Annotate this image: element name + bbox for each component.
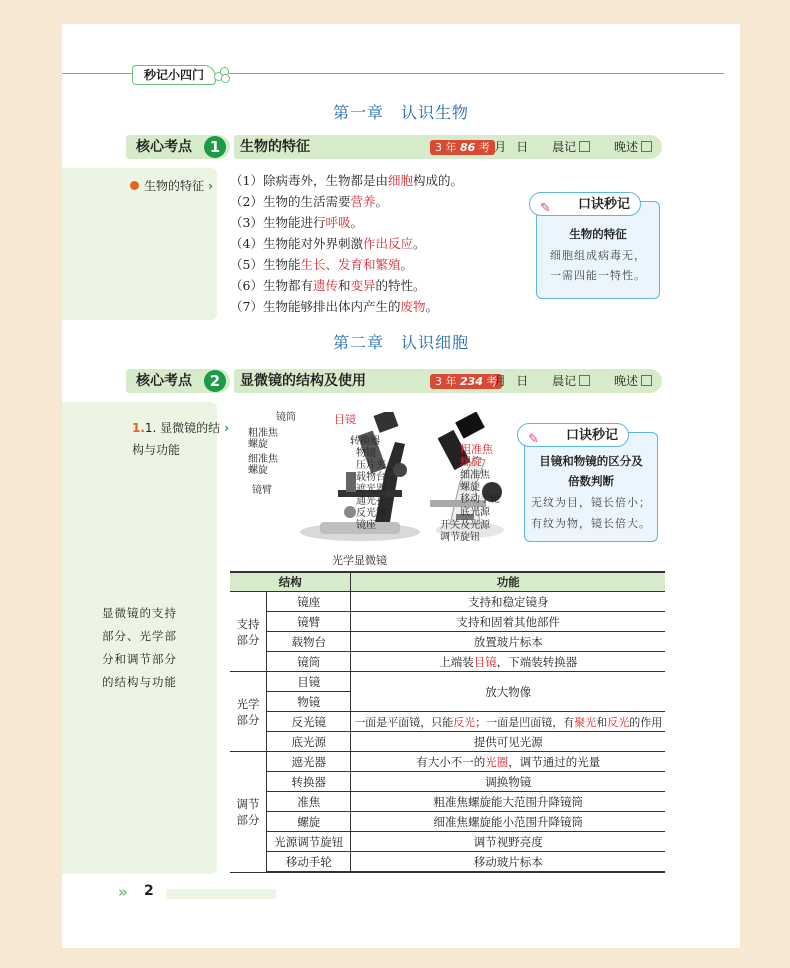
cell-structure: 光源调节旋钮 xyxy=(267,832,351,852)
cell-structure: 镜筒 xyxy=(267,652,351,672)
evening-check[interactable]: 晚述 xyxy=(604,140,652,154)
memo-box-2 xyxy=(524,428,658,542)
label-switch-2: 调节旋钮 xyxy=(440,532,480,543)
double-chevron-icon: » xyxy=(118,883,128,901)
label-stage-knob: 移动手轮 xyxy=(460,494,500,505)
key-point-bar-2 xyxy=(126,369,662,393)
table-row xyxy=(230,712,665,732)
page xyxy=(62,24,740,948)
table-row xyxy=(230,772,665,792)
memo-subtitle: 生物的特征 xyxy=(569,227,627,241)
group-optical: 光学 部分 xyxy=(230,672,267,752)
side-label-features: 生物的特征 › xyxy=(130,177,213,194)
header-dots-icon xyxy=(214,67,228,81)
chapter-title: 第二章 认识细胞 xyxy=(332,333,469,352)
label-eyepiece: 目镜 xyxy=(334,413,356,426)
label-coarse: 粗准焦 xyxy=(248,428,278,439)
key-point-bar-1 xyxy=(126,135,662,159)
exam-count-badge: 3 年 234 考 xyxy=(430,374,502,389)
evening-check[interactable]: 晚述 xyxy=(604,374,652,388)
memo-title: ✎ 口诀秒记 xyxy=(529,192,641,216)
cell-function: 调换物镜 xyxy=(351,772,665,792)
header-function: 功能 xyxy=(351,572,665,592)
label-base: 镜座 xyxy=(356,520,376,531)
list-item: （6）生物都有遗传和变异的特性。 xyxy=(230,278,426,293)
memo-subtitle: 倍数判断 xyxy=(568,474,614,488)
cell-structure: 镜臂 xyxy=(267,612,351,632)
label-fine-right-2: 螺旋 xyxy=(460,482,480,493)
pencil-icon: ✎ xyxy=(528,432,539,447)
cell-function: 细准焦螺旋能小范围升降镜筒 xyxy=(351,812,665,832)
structure-table xyxy=(230,571,665,873)
cell-structure: 镜座 xyxy=(267,592,351,612)
label-arm: 镜臂 xyxy=(252,485,272,496)
cell-structure: 遮光器 xyxy=(267,752,351,772)
cell-structure: 移动手轮 xyxy=(267,852,351,873)
table-row xyxy=(230,812,665,832)
chapter-title: 第一章 认识生物 xyxy=(332,103,469,122)
memo-subtitle: 目镜和物镜的区分及 xyxy=(539,454,643,468)
pencil-icon: ✎ xyxy=(540,201,551,216)
morning-check[interactable]: 晨记 xyxy=(542,140,590,154)
exam-count-badge: 3 年 86 考 xyxy=(430,140,495,155)
key-point-number: 1 xyxy=(204,136,226,158)
feature-list xyxy=(230,170,463,317)
table-row xyxy=(230,852,665,873)
group-adjust: 调节 部分 xyxy=(230,752,267,873)
study-checklist: 月 日 晨记 晚述 xyxy=(484,369,652,393)
cell-structure: 底光源 xyxy=(267,732,351,752)
key-point-title-bar xyxy=(234,369,662,393)
table-row xyxy=(230,732,665,752)
group-support: 支持 部分 xyxy=(230,592,267,672)
page-footer xyxy=(118,883,218,901)
label-mirror: 反光镜 xyxy=(356,508,386,519)
label-fine-right: 细准焦 xyxy=(460,470,490,481)
side-label-microscope: 1.1. 显微镜的结 › 构与功能 xyxy=(132,421,230,457)
table-row xyxy=(230,752,665,772)
header-tag: 秒记小四门 xyxy=(132,65,216,85)
label-stage: 载物台 xyxy=(356,472,386,483)
cell-function: 支持和稳定镜身 xyxy=(351,592,665,612)
cell-function: 粗准焦螺旋能大范围升降镜筒 xyxy=(351,792,665,812)
list-item: （3）生物能进行呼吸。 xyxy=(230,215,363,230)
cell-function: 调节视野亮度 xyxy=(351,832,665,852)
cell-structure: 螺旋 xyxy=(267,812,351,832)
label-fine: 细准焦 xyxy=(248,454,278,465)
study-checklist: 月 日 晨记 晚述 xyxy=(484,135,652,159)
cell-function: 上端装目镜，下端装转换器 xyxy=(351,652,665,672)
label-diaphragm: 遮光器 xyxy=(356,484,386,495)
cell-structure: 转换器 xyxy=(267,772,351,792)
chevron-right-icon: › xyxy=(224,421,230,435)
key-point-label: 核心考点 xyxy=(126,135,230,159)
key-point-number: 2 xyxy=(204,370,226,392)
label-aperture: 通光孔 xyxy=(356,496,386,507)
cell-function: 有大小不一的光圈，调节通过的光量 xyxy=(351,752,665,772)
label-coarse-2: 螺旋 xyxy=(248,439,268,450)
label-coarse-right: 粗准焦 xyxy=(460,443,493,456)
label-fine-2: 螺旋 xyxy=(248,465,268,476)
table-row xyxy=(230,792,665,812)
bullet-dot-icon xyxy=(130,181,139,190)
header-bar xyxy=(62,67,724,81)
list-item: （5）生物能生长、发育和繁殖。 xyxy=(230,257,413,272)
list-item: （1）除病毒外，生物都是由细胞构成的。 xyxy=(230,173,463,188)
header-structure: 结构 xyxy=(230,572,351,592)
label-nosepiece: 转换器 xyxy=(350,436,380,447)
table-row xyxy=(230,832,665,852)
table-row xyxy=(230,612,665,632)
label-switch: 开关及光源 xyxy=(440,520,490,531)
cell-function: 一面是平面镜，只能反光；一面是凹面镜，有聚光和反光的作用 xyxy=(351,712,665,732)
list-item: （7）生物能够排出体内产生的废物。 xyxy=(230,299,438,314)
cell-function: 提供可见光源 xyxy=(351,732,665,752)
table-row xyxy=(230,632,665,652)
table-row xyxy=(230,592,665,612)
cell-function: 放置玻片标本 xyxy=(351,632,665,652)
scope-note: 显微镜的支持 部分、光学部 分和调节部分 的结构与功能 xyxy=(102,606,177,689)
memo-line: 一需四能一特性。 xyxy=(550,269,646,282)
cell-function: 支持和固着其他部件 xyxy=(351,612,665,632)
key-point-title: 生物的特征 xyxy=(240,139,310,155)
memo-title: ✎ 口诀秒记 xyxy=(517,423,629,447)
list-item: （4）生物能对外界刺激作出反应。 xyxy=(230,236,426,251)
cell-structure: 准焦 xyxy=(267,792,351,812)
table-row xyxy=(230,672,665,692)
key-point-title: 显微镜的结构及使用 xyxy=(240,373,366,389)
memo-box-1 xyxy=(536,197,660,299)
cell-function: 移动玻片标本 xyxy=(351,852,665,873)
chevron-right-icon: › xyxy=(208,179,213,193)
key-point-label: 核心考点 xyxy=(126,369,230,393)
key-point-title-bar xyxy=(234,135,662,159)
table-header xyxy=(230,572,665,592)
memo-line: 细胞组成病毒无， xyxy=(550,249,646,262)
cell-structure: 反光镜 xyxy=(267,712,351,732)
list-item: （2）生物的生活需要营养。 xyxy=(230,194,388,209)
table-row xyxy=(230,652,665,672)
label-coarse-right-2: 螺旋 xyxy=(460,455,482,468)
cell-structure: 目镜 xyxy=(267,672,351,692)
label-clip: 压片夹 xyxy=(356,460,386,471)
cell-structure: 物镜 xyxy=(267,692,351,712)
figure-caption: 光学显微镜 xyxy=(332,554,387,567)
memo-line: 无纹为目，镜长倍小； xyxy=(531,496,651,509)
morning-check[interactable]: 晨记 xyxy=(542,374,590,388)
page-number: 2 xyxy=(144,883,154,899)
label-light-source: 底光源 xyxy=(460,507,490,518)
cell-function: 放大物像 xyxy=(351,672,665,712)
label-objective: 物镜 xyxy=(356,448,376,459)
cell-structure: 载物台 xyxy=(267,632,351,652)
memo-line: 有纹为物，镜长倍大。 xyxy=(531,517,651,530)
label-eyepiece-tube: 镜筒 xyxy=(276,412,296,423)
footer-bar xyxy=(166,889,276,899)
